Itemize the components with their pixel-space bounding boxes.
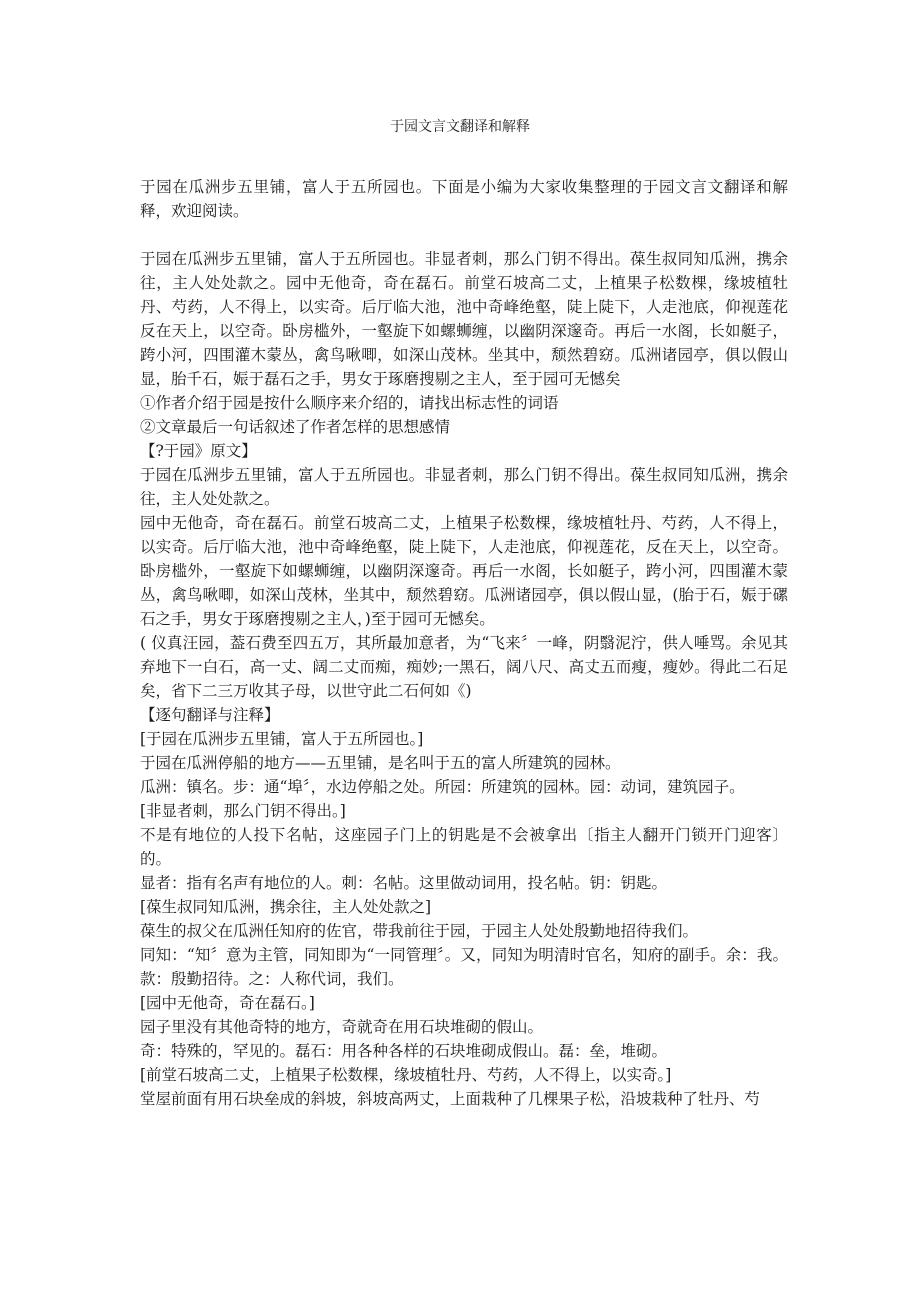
source-sentence: [前堂石坡高二丈，上植果子松数棵，缘坡植牡丹、芍药，人不得上，以实奇。]	[140, 1066, 672, 1084]
translation-line: 于园在瓜洲停船的地方——五里铺，是名叫于五的富人所建筑的园林。	[140, 754, 621, 772]
source-sentence: [于园在瓜洲步五里铺，富人于五所园也。]	[140, 730, 424, 748]
body-paragraph: ( 仪真汪园，葢石费至四五万，其所最加意者，为“飞来〞一峰，阴翳泥泞，供人唾骂。余见其弃地下一白石，高一丈、阔二丈而痴，痴妙;一黑石，阔八尺、高丈五而瘦，瘦妙。得此二石足矣，省下二三万收其子母，以世守此二石何如《)	[140, 634, 788, 700]
body-paragraph: 于园在瓜洲步五里铺，富人于五所园也。非显者刺，那么门钥不得出。葆生叔同知瓜洲，携余往，主人处处款之。园中无他奇，奇在磊石。前堂石坡高二丈，上植果子松数棵，缘坡植牡丹、芍药，人不得上，以实奇。后厅临大池，池中奇峰绝壑，陡上陡下，人走池底，仰视莲花反在天上，以空奇。卧房槛外，一壑旋下如螺蛳缠，以幽阴深邃奇。再后一水阁，长如艇子，跨小河，四围灌木蒙丛，禽鸟啾唧，如深山茂林。坐其中，颓然碧窈。瓜洲诸园亭，俱以假山显，胎千石，娠于磊石之手，男女于琢磨搜剔之主人，至于园可无憾矣	[140, 250, 788, 388]
annotation-line: 奇：特殊的，罕见的。磊石：用各种各样的石块堆砌成假山。磊：垒，堆砌。	[140, 1042, 668, 1060]
document-title: 于园文言文翻译和解释	[390, 119, 530, 135]
intro-paragraph: 于园在瓜洲步五里铺，富人于五所园也。下面是小编为大家收集整理的于园文言文翻译和解释，欢迎阅读。	[140, 178, 788, 220]
source-sentence: [非显者刺，那么门钥不得出。]	[140, 802, 346, 820]
translation-line: 葆生的叔父在瓜洲任知府的佐官，带我前往于园，于园主人处处殷勤地招待我们。	[140, 922, 699, 940]
body-paragraph: 于园在瓜洲步五里铺，富人于五所园也。非显者刺，那么门钥不得出。葆生叔同知瓜洲，携余往，主人处处款之。	[140, 466, 788, 508]
source-sentence: [葆生叔同知瓜洲，携余往，主人处处款之]	[140, 898, 432, 916]
question-item: ①作者介绍于园是按什么顺序来介绍的，请找出标志性的词语	[140, 394, 559, 412]
translation-line: 堂屋前面有用石块垒成的斜坡，斜坡高两丈，上面栽种了几棵果子松，沿坡栽种了牡丹、芍	[140, 1090, 761, 1108]
translation-line: 园子里没有其他奇特的地方，奇就奇在用石块堆砌的假山。	[140, 1018, 544, 1036]
annotation-line: 瓜洲：镇名。步：通“埠〞，水边停船之处。所园：所建筑的园林。园：动词，建筑园子。	[140, 778, 745, 796]
section-heading: 【?于园》原文】	[140, 442, 257, 460]
annotation-line: 显者：指有名声有地位的人。刺：名帖。这里做动词用，投名帖。钥：钥匙。	[140, 874, 668, 892]
question-item: ②文章最后一句话叙述了作者怎样的思想感情	[140, 418, 451, 436]
translation-line: 不是有地位的人投下名帖，这座园子门上的钥匙是不会被拿出〔指主人翻开门锁开门迎客〕的。	[140, 826, 788, 868]
section-heading: 【逐句翻译与注释】	[140, 706, 280, 724]
annotation-line: 同知：“知〞意为主管，同知即为“一同管理〞。又，同知为明清时官名，知府的副手。余：我。款：殷勤招待。之：人称代词，我们。	[140, 946, 788, 988]
document-body	[140, 175, 788, 1111]
body-paragraph: 园中无他奇，奇在磊石。前堂石坡高二丈，上植果子松数棵，缘坡植牡丹、芍药，人不得上，以实奇。后厅临大池，池中奇峰绝壑，陡上陡下，人走池底，仰视莲花，反在天上，以空奇。卧房槛外，一壑旋下如螺蛳缠，以幽阴深邃奇。再后一水阁，长如艇子，跨小河，四围灌木蒙丛，禽鸟啾唧，如深山茂林，坐其中，颓然碧窈。瓜洲诸园亭，俱以假山显，(胎于石，娠于磥石之手，男女于琢磨搜剔之主人，)至于园可无憾矣。	[140, 514, 788, 628]
source-sentence: [园中无他奇，奇在磊石。]	[140, 994, 315, 1012]
